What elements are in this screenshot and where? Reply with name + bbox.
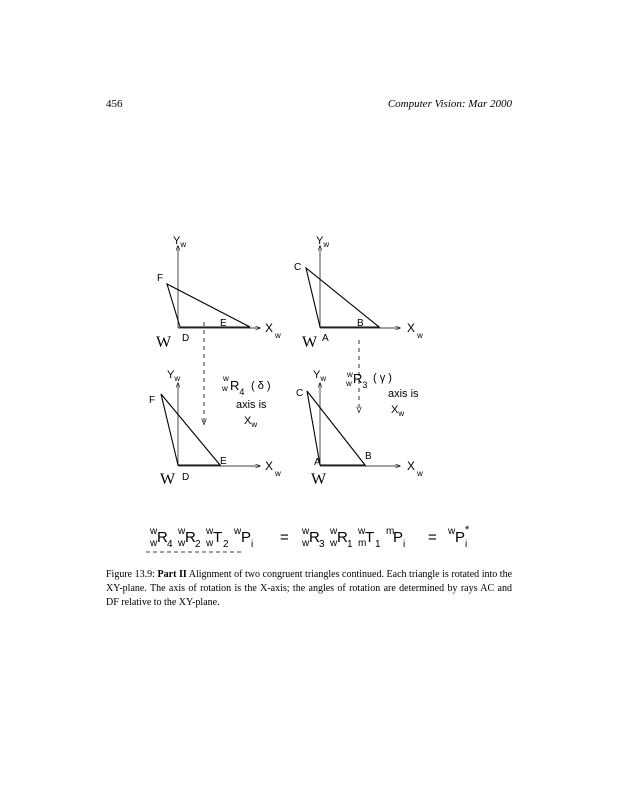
eq-prescript-sub: w [178, 538, 186, 549]
vertex-label-d: D [182, 333, 190, 344]
eq-subscript: 2 [223, 539, 229, 550]
panel-top-right [294, 235, 423, 351]
eq-subscript: 1 [375, 539, 381, 550]
vertex-label-d: D [182, 472, 190, 483]
rotation-axis-text: axis is [236, 399, 267, 411]
vertex-label-f: F [149, 395, 156, 406]
vertex-label-f: F [157, 273, 164, 284]
eq-prescript-sub: m [358, 538, 367, 549]
caption-bold: Part II [157, 569, 187, 580]
eq-subscript: i [403, 539, 406, 550]
eq-subscript: 2 [195, 539, 201, 550]
rotation-pre-sub: w [346, 379, 352, 388]
vertex-label-e: E [220, 318, 227, 329]
eq-symbol: R [337, 529, 348, 546]
figure-caption [106, 568, 512, 610]
rotation-symbol: $R_3$ [353, 371, 368, 390]
eq-symbol: P [455, 529, 466, 546]
x-axis-label: $X_w$ [265, 321, 281, 340]
vertex-label-e: E [220, 456, 227, 467]
eq-prescript-super: w [358, 526, 366, 537]
eq-equals: = [428, 529, 437, 546]
page-number: 456 [106, 98, 123, 110]
eq-prescript-super: w [302, 526, 310, 537]
eq-subscript: i [465, 539, 468, 550]
caption-label: Figure 13.9: [106, 569, 155, 580]
rotation-label-left [221, 374, 271, 429]
eq-prescript-super: w [330, 526, 338, 537]
y-axis-label: $Y_w$ [167, 369, 181, 383]
eq-prescript-super: w [178, 526, 186, 537]
running-title: Computer Vision: Mar 2000 [387, 98, 512, 110]
x-axis-label: $X_w$ [407, 459, 423, 478]
eq-symbol: T [213, 529, 223, 546]
rotation-axis-text: axis is [388, 388, 419, 400]
eq-symbol: R [185, 529, 196, 546]
rotation-label-right [345, 370, 419, 418]
y-axis-label: $Y_w$ [173, 235, 187, 249]
eq-subscript: 1 [347, 539, 353, 550]
triangle-def [161, 394, 220, 465]
eq-subscript: i [251, 539, 254, 550]
eq-prescript-super: w [448, 526, 456, 537]
vertex-label-c: C [296, 388, 304, 399]
origin-label: W [311, 471, 327, 488]
vertex-label-b: B [357, 318, 364, 329]
vertex-label-a: A [314, 457, 321, 468]
origin-label: W [302, 334, 318, 351]
eq-superscript: * [465, 524, 470, 536]
eq-symbol: R [309, 529, 320, 546]
rotation-symbol: $R_4$ [230, 378, 245, 397]
equation [149, 524, 470, 550]
rotation-angle: ( γ ) [373, 372, 392, 384]
eq-subscript: 3 [319, 539, 325, 550]
eq-prescript-sub: w [150, 538, 158, 549]
eq-prescript-sub: w [302, 538, 310, 549]
eq-prescript-super: w [206, 526, 214, 537]
eq-prescript-super: w [234, 526, 242, 537]
y-axis-label: $Y_w$ [313, 369, 327, 383]
y-axis-label: $Y_w$ [316, 235, 330, 249]
panel-bottom-right [296, 369, 423, 488]
vertex-label-c: C [294, 262, 302, 273]
eq-prescript-sub: w [206, 538, 214, 549]
eq-prescript-super: m [386, 526, 395, 537]
eq-symbol: P [393, 529, 404, 546]
triangle-abc [307, 391, 365, 465]
x-axis-label: $X_w$ [265, 459, 281, 478]
vertex-label-b: B [365, 451, 372, 462]
origin-label: W [160, 471, 176, 488]
rotation-angle: ( δ ) [251, 380, 271, 392]
eq-symbol: P [241, 529, 252, 546]
origin-label: W [156, 334, 172, 351]
triangle-abc [306, 268, 379, 327]
eq-symbol: R [157, 529, 168, 546]
rotation-pre-super: w [347, 370, 353, 379]
vertex-label-a: A [322, 333, 329, 344]
rotation-axis-name: $X_w$ [391, 404, 405, 418]
eq-prescript-sub: w [330, 538, 338, 549]
triangle-def [167, 284, 250, 327]
eq-subscript: 4 [167, 539, 173, 550]
eq-prescript-super: w [150, 526, 158, 537]
rotation-pre-super: w [223, 374, 229, 383]
panel-top-left [156, 235, 281, 351]
rotation-axis-name: $X_w$ [244, 415, 258, 429]
caption-text: Alignment of two congruent triangles continued. Each triangle is rotated into the XY-plane. The axis of rotation is the X-axis; the angles of rotation are determined by rays AC and DF relative to the XY-plane. [106, 569, 513, 608]
eq-equals: = [280, 529, 289, 546]
eq-symbol: T [365, 529, 375, 546]
rotation-pre-sub: w [222, 384, 228, 393]
x-axis-label: $X_w$ [407, 321, 423, 340]
